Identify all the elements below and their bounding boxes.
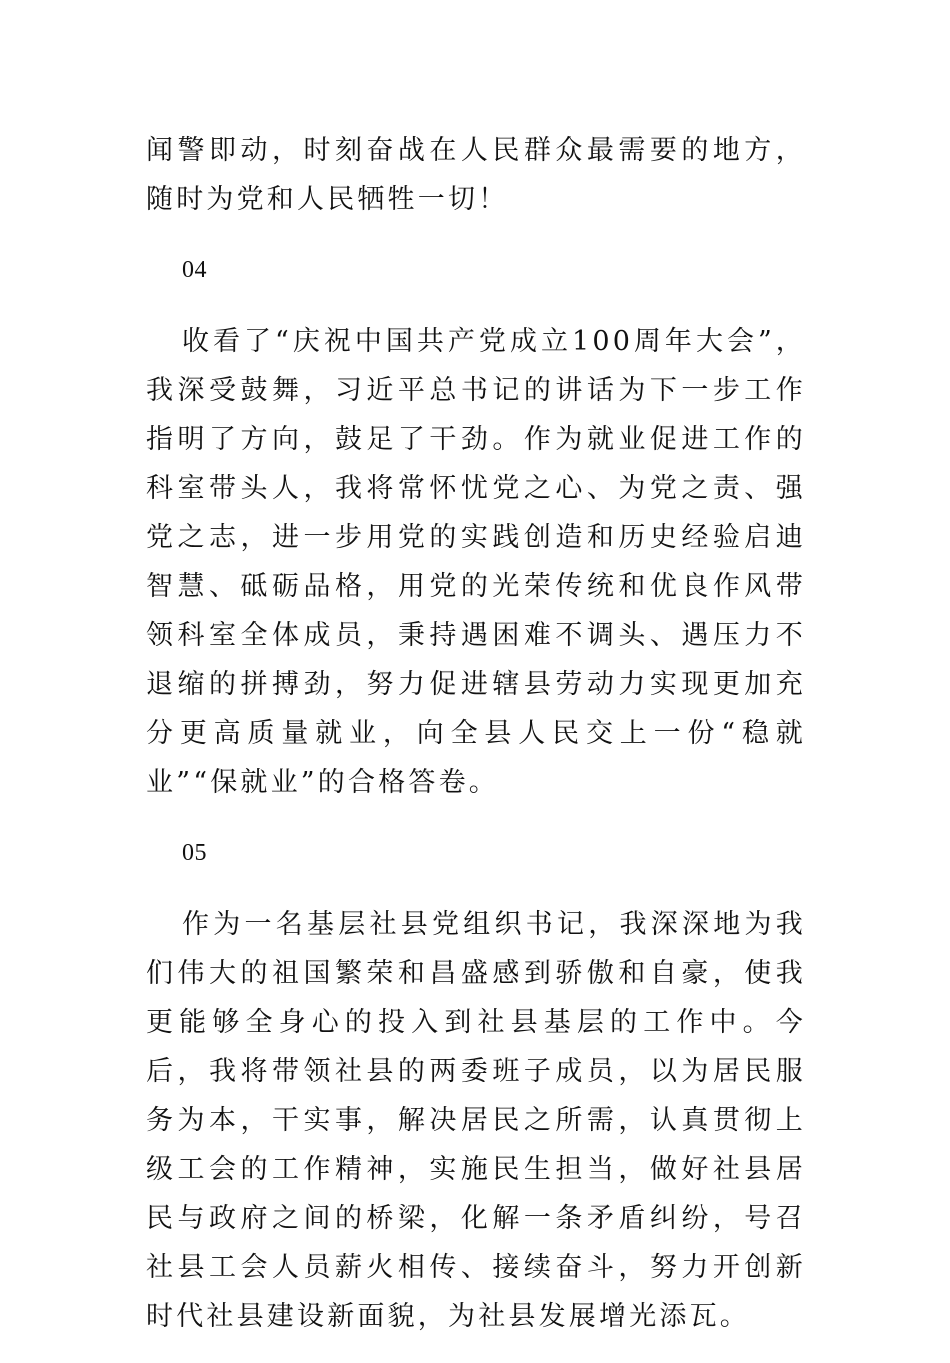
- section-04-paragraph: 收看了“庆祝中国共产党成立100周年大会”，我深受鼓舞，习近平总书记的讲话为下一步工作指明了方向，鼓足了干劲。作为就业促进工作的科室带头人，我将常怀忧党之心、为党之责、强党之志，进一步用党的实践创造和历史经验启迪智慧、砥砺品格，用党的光荣传统和优良作风带领科室全体成员，秉持遇困难不调头、遇压力不退缩的拼搏劲，努力促进辖县劳动力实现更加充分更高质量就业，向全县人民交上一份“稳就业”“保就业”的合格答卷。: [146, 326, 806, 798]
- document-body: [146, 126, 806, 1363]
- continuation-paragraph: 闻警即动，时刻奋战在人民群众最需要的地方，随时为党和人民牺牲一切！: [146, 135, 806, 215]
- section-number-05: 05: [182, 840, 207, 866]
- section-number-04: 04: [182, 257, 207, 283]
- section-05-paragraph: 作为一名基层社县党组织书记，我深深地为我们伟大的祖国繁荣和昌盛感到骄傲和自豪，使我更能够全身心的投入到社县基层的工作中。今后，我将带领社县的两委班子成员，以为居民服务为本，干实事，解决居民之所需，认真贯彻上级工会的工作精神，实施民生担当，做好社县居民与政府之间的桥梁，化解一条矛盾纠纷，号召社县工会人员薪火相传、接续奋斗，努力开创新时代社县建设新面貌，为社县发展增光添瓦。: [146, 909, 806, 1332]
